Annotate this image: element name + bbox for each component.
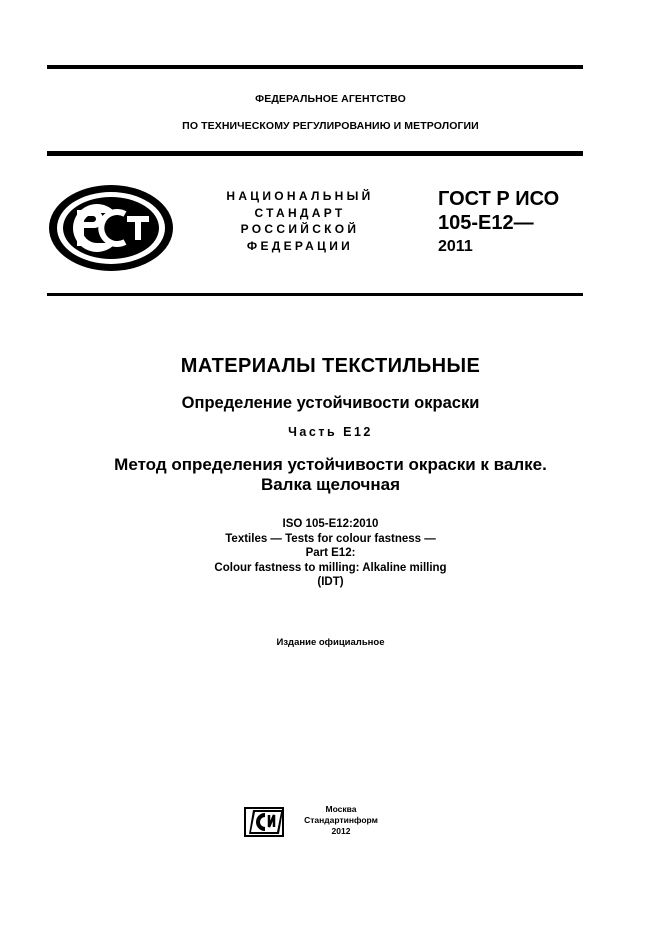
standartinform-logo-icon xyxy=(243,806,285,838)
method-line-2: Валка щелочная xyxy=(260,475,401,494)
publisher-name: Стандартинформ xyxy=(304,815,378,825)
national-line: НАЦИОНАЛЬНЫЙ xyxy=(226,189,374,203)
rst-certification-mark-icon xyxy=(47,183,177,273)
iso-line: Textiles — Tests for colour fastness — xyxy=(225,532,436,545)
publisher-city: Москва xyxy=(325,804,357,814)
gost-line-2: 105-Е12— xyxy=(438,212,534,234)
national-line: СТАНДАРТ xyxy=(254,205,346,220)
iso-line: Part E12: xyxy=(305,547,356,559)
iso-line: (IDT) xyxy=(317,576,344,588)
gost-designation xyxy=(438,187,559,259)
subtitle: Определение устойчивости окраски xyxy=(181,394,480,412)
iso-line: Colour fastness to milling: Alkaline milling xyxy=(214,561,447,574)
main-title: МАТЕРИАЛЫ ТЕКСТИЛЬНЫЕ xyxy=(180,355,481,377)
method-line-1: Метод определения устойчивости окраски к валке. xyxy=(114,455,547,474)
agency-line-1: ФЕДЕРАЛЬНОЕ АГЕНТСТВО xyxy=(255,93,406,105)
publisher-year: 2012 xyxy=(331,826,351,836)
iso-reference xyxy=(0,517,661,590)
standard-block-bottom-rule xyxy=(47,293,583,296)
national-standard-label xyxy=(200,188,400,254)
part-label: Часть Е12 xyxy=(288,425,373,439)
national-line: ФЕДЕРАЦИИ xyxy=(246,238,354,253)
gost-line-1: ГОСТ Р ИСО xyxy=(438,188,560,210)
agency-line-2: ПО ТЕХНИЧЕСКОМУ РЕГУЛИРОВАНИЮ И МЕТРОЛОГИИ xyxy=(182,120,479,132)
national-line: РОССИЙСКОЙ xyxy=(240,222,360,236)
iso-line: ISO 105-E12:2010 xyxy=(282,518,379,530)
method-title xyxy=(0,455,661,495)
publisher-info xyxy=(296,804,386,837)
edition-label: Издание официальное xyxy=(276,637,385,648)
top-rule xyxy=(47,65,583,69)
header-bottom-rule xyxy=(47,151,583,156)
gost-year: 2011 xyxy=(438,238,473,255)
